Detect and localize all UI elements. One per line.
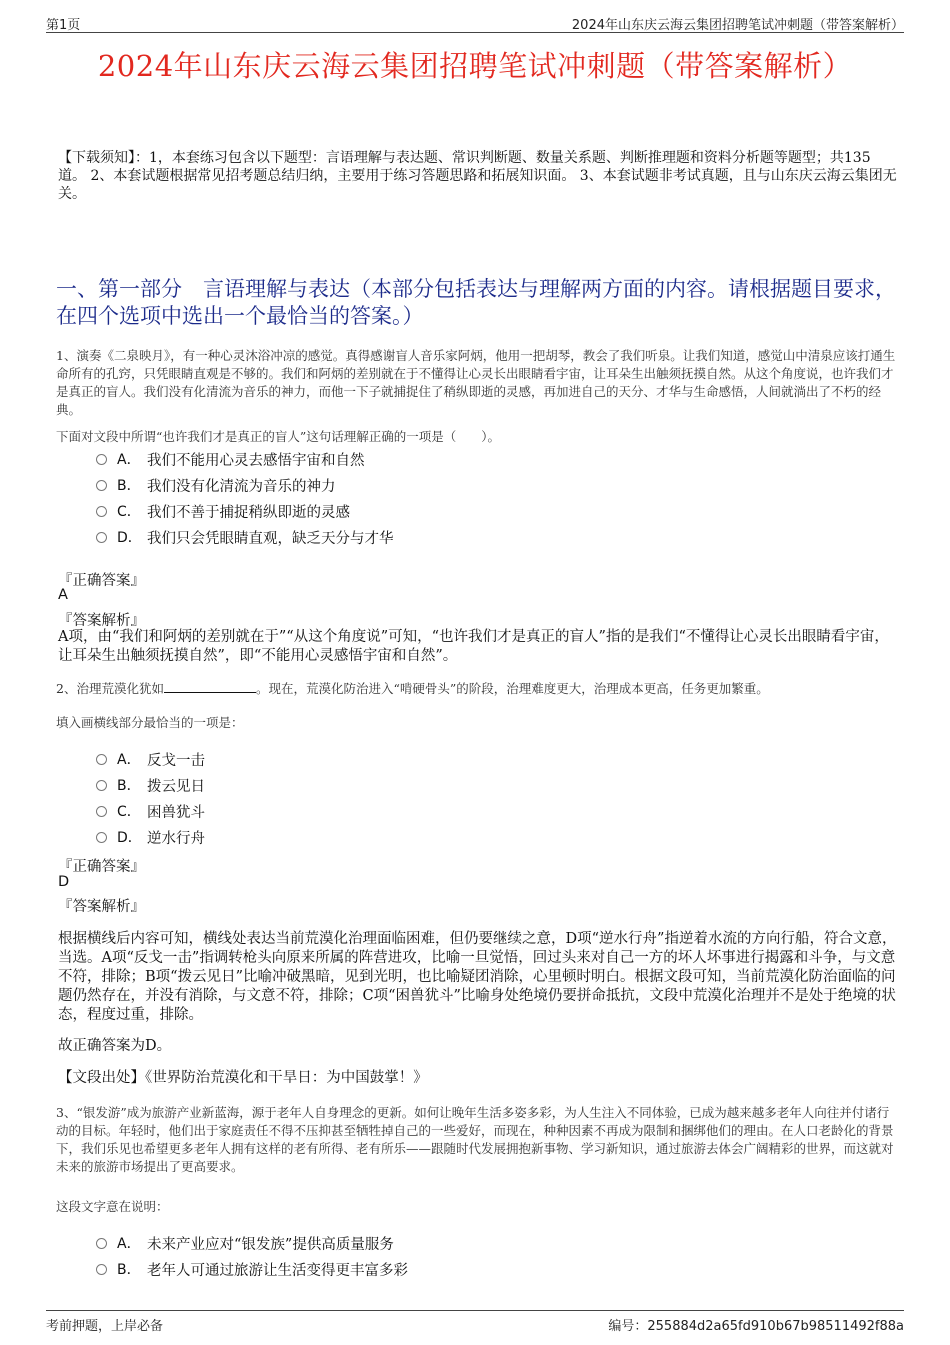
q1-option-a[interactable]: A． 我们不能用心灵去感悟宇宙和自然 [96,449,365,469]
q2-option-d[interactable]: D． 逆水行舟 [96,827,205,847]
radio-icon[interactable] [96,1238,107,1249]
q1-answer: A [58,587,68,603]
q2-stem: 2、治理荒漠化犹如 。现在，荒漠化防治进入“啃硬骨头”的阶段，治理难度更大，治理成本更高，任务更加繁重。 [56,681,769,696]
q2-option-a[interactable]: A． 反戈一击 [96,749,205,769]
header-doc-title: 2024年山东庆云海云集团招聘笔试冲刺题（带答案解析） [571,18,904,33]
q3-option-b[interactable]: B． 老年人可通过旅游让生活变得更丰富多彩 [96,1259,408,1279]
q1-analysis: A项，由“我们和阿炳的差别就在于”“从这个角度说”可知，“也许我们才是真正的盲人”指的是我们“不懂得让心灵长出眼睛看宇宙，让耳朵生出触须抚摸自然”，即“不能用心灵感悟宇宙和自然”。 [58,629,889,664]
page-number: 第1页 [46,18,81,33]
q1-stem: 1、演奏《二泉映月》，有一种心灵沐浴冲凉的感觉。真得感谢盲人音乐家阿炳，他用一把胡琴，教会了我们听泉。让我们知道，感觉山中清泉应该打通生命所有的孔窍，只凭眼睛直观是不够的。我们和阿炳的差别就在于不懂得让心灵长出眼睛看宇宙，让耳朵生出触须抚摸自然。从这个角度说，也许我们才是真正的盲人。我们没有化清流为音乐的神力，而他一下子就捕捉住了稍纵即逝的灵感，再加进自己的天分、才华与生命感悟，人间就淌出了不朽的经典。 [56,348,896,417]
radio-icon[interactable] [96,832,107,843]
radio-icon[interactable] [96,780,107,791]
q3-option-a[interactable]: A． 未来产业应对“银发族”提供高质量服务 [96,1233,394,1253]
q3-question: 这段文字意在说明： [56,1199,169,1214]
radio-icon[interactable] [96,1264,107,1275]
q2-option-c[interactable]: C． 困兽犹斗 [96,801,205,821]
q2-option-b[interactable]: B． 拨云见日 [96,775,205,795]
radio-icon[interactable] [96,806,107,817]
q2-blank [164,680,256,693]
q2-source: 【文段出处】《世界防治荒漠化和干旱日：为中国鼓掌！》 [58,1070,428,1086]
q2-conclusion: 故正确答案为D。 [58,1038,172,1054]
page-title: 2024年山东庆云海云集团招聘笔试冲刺题（带答案解析） [97,49,853,83]
q1-option-c[interactable]: C． 我们不善于捕捉稍纵即逝的灵感 [96,501,350,521]
q1-option-d[interactable]: D． 我们只会凭眼睛直观，缺乏天分与才华 [96,527,394,547]
radio-icon[interactable] [96,454,107,465]
section-heading: 一、第一部分 言语理解与表达（本部分包括表达与理解两方面的内容。请根据题目要求，在四个选项中选出一个最恰当的答案。） [56,277,896,328]
q3-stem: 3、“银发游”成为旅游产业新蓝海，源于老年人自身理念的更新。如何让晚年生活多姿多彩，为人生注入不同体验，已成为越来越多老年人向往并付诸行动的目标。年轻时，他们出于家庭责任不得不压抑甚至牺牲掉自己的一些爱好，而现在，种种因素不再成为限制和捆绑他们的理由。在人口老龄化的背景下，我们乐见也希望更多老年人拥有这样的老有所得、老有所乐——跟随时代发展拥抱新事物、学习新知识，通过旅游去体会广阔精彩的世界，而这就对未来的旅游市场提出了更高要求。 [56,1105,894,1174]
q2-question: 填入画横线部分最恰当的一项是： [56,715,244,730]
q1-question: 下面对文段中所谓“也许我们才是真正的盲人”这句话理解正确的一项是（ ）。 [56,429,501,444]
radio-icon[interactable] [96,506,107,517]
q2-analysis: 根据横线后内容可知，横线处表达当前荒漠化治理面临困难，但仍要继续之意，D项“逆水行舟”指逆着水流的方向行船，符合文意，当选。A项“反戈一击”指调转枪头向原来所属的阵营进攻，比喻一旦觉悟，回过头来对自己一方的坏人坏事进行揭露和斗争，与文意不符，排除；B项“拨云见日”比喻冲破黑暗，见到光明，也比喻疑团消除，心里顿时明白。根据文段可知，当前荒漠化防治面临的问题仍然存在，并没有消除，与文意不符，排除；C项“困兽犹斗”比喻身处绝境仍要拼命抵抗，文段中荒漠化治理并不是处于绝境的状态，程度过重，排除。 [58,931,897,1023]
footer-code: 编号：255884d2a65fd910b67b98511492f88a [608,1319,904,1334]
q2-answer: D [58,874,70,890]
q1-analysis-label: 『答案解析』 [58,613,145,629]
footer-slogan: 考前押题，上岸必备 [46,1319,164,1334]
footer-divider [46,1310,904,1311]
header-divider [46,32,904,33]
q1-correct-label: 『正确答案』 [58,573,145,589]
q1-option-b[interactable]: B． 我们没有化清流为音乐的神力 [96,475,336,495]
download-notice: 【下载须知】：1，本套练习包含以下题型：言语理解与表达题、常识判断题、数量关系题、判断推理题和资料分析题等题型；共135道。 2、本套试题根据常见招考题总结归纳，主要用于练习答题思路和拓展知识面。 3、本套试题非考试真题，且与山东庆云海云集团无关。 [58,150,897,202]
q2-correct-label: 『正确答案』 [58,859,145,875]
q2-analysis-label: 『答案解析』 [58,899,145,915]
radio-icon[interactable] [96,532,107,543]
radio-icon[interactable] [96,754,107,765]
radio-icon[interactable] [96,480,107,491]
